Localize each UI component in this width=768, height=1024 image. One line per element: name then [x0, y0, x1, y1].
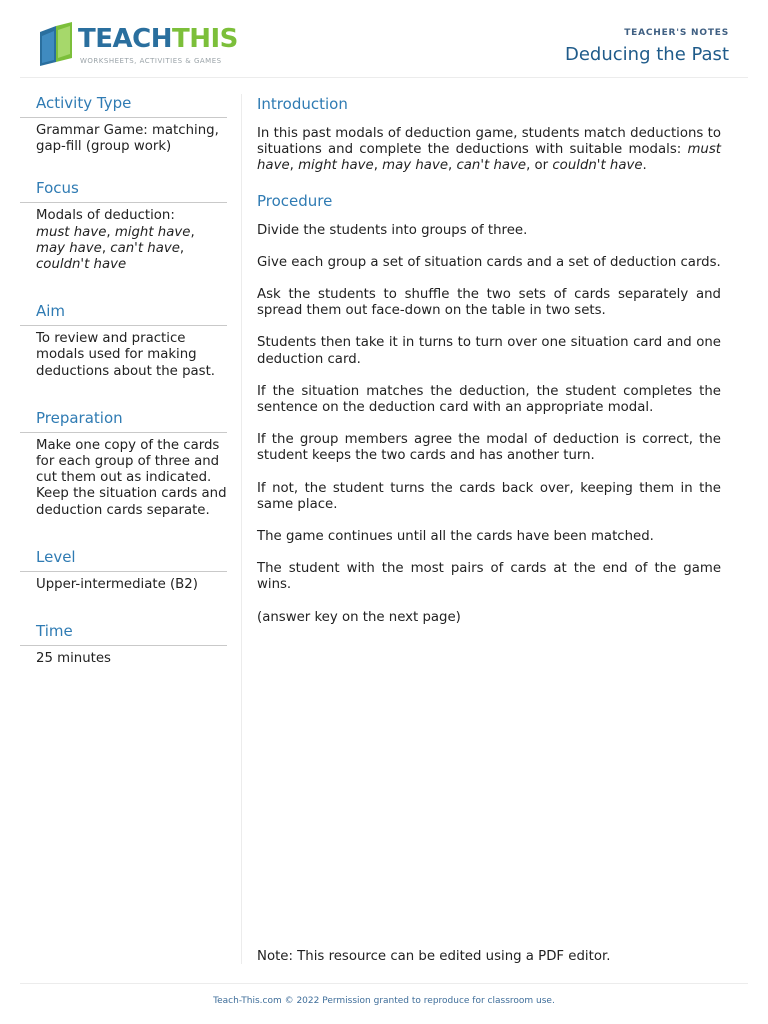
aim-section	[20, 302, 227, 380]
page-header	[0, 0, 768, 78]
header-divider	[20, 77, 748, 78]
book-logo-icon	[36, 22, 76, 68]
logo-wordmark: TEACHTHIS	[78, 24, 238, 54]
teachers-notes-label: TEACHER'S NOTES	[624, 28, 729, 38]
aim-heading: Aim	[20, 302, 227, 326]
pdf-editor-note: Note: This resource can be edited using a PDF editor.	[257, 949, 611, 964]
answer-key-note: (answer key on the next page)	[257, 609, 461, 625]
aim-text: To review and practice modals used for making deductions about the past.	[36, 331, 216, 379]
time-text: 25 minutes	[36, 651, 111, 667]
preparation-section	[20, 409, 227, 519]
procedure-heading: Procedure	[257, 191, 333, 210]
focus-text: Modals of deduction: must have, might have, may have, can't have, couldn't have	[36, 208, 195, 273]
introduction-heading: Introduction	[257, 95, 348, 113]
procedure-step: Ask the students to shuffle the two sets of cards separately and spread them out face-down on the table in two sets.	[257, 287, 721, 319]
introduction-text: In this past modals of deduction game, students match deductions to situations and complete the deductions with suitable modals: must have, might have, may have, can't have, or couldn't have.	[257, 126, 721, 174]
procedure-step: If not, the student turns the cards back over, keeping them in the same place.	[257, 480, 721, 512]
procedure-step: Divide the students into groups of three.	[257, 222, 528, 238]
time-heading: Time	[20, 622, 227, 646]
focus-heading: Focus	[20, 179, 227, 203]
sidebar	[20, 94, 227, 681]
procedure-step: If the situation matches the deduction, the student completes the sentence on the deduction card with an appropriate modal.	[257, 383, 721, 416]
copyright-footer: Teach-This.com © 2022 Permission granted to reproduce for classroom use.	[213, 996, 555, 1006]
procedure-step: If the group members agree the modal of deduction is correct, the student keeps the two cards and has another turn.	[257, 432, 721, 464]
document-title: Deducing the Past	[565, 44, 729, 65]
focus-section	[20, 179, 227, 273]
teach-this-logo	[36, 22, 236, 70]
activity-type-text: Grammar Game: matching, gap-fill (group work)	[36, 123, 219, 155]
column-divider	[241, 94, 242, 964]
main-content	[257, 94, 721, 642]
level-text: Upper-intermediate (B2)	[36, 576, 198, 592]
procedure-step: The student with the most pairs of cards at the end of the game wins.	[257, 561, 721, 593]
preparation-text: Make one copy of the cards for each group of three and cut them out as indicated. Keep the situation cards and deduction cards separate.	[36, 437, 227, 518]
preparation-heading: Preparation	[20, 409, 227, 433]
procedure-step: Give each group a set of situation cards and a set of deduction cards.	[257, 254, 721, 270]
level-heading: Level	[20, 548, 227, 572]
procedure-step: Students then take it in turns to turn over one situation card and one deduction card.	[257, 335, 721, 367]
level-section	[20, 548, 227, 593]
procedure-step: The game continues until all the cards have been matched.	[257, 529, 654, 545]
time-section	[20, 622, 227, 667]
activity-type-heading: Activity Type	[20, 94, 227, 118]
footer-divider	[20, 983, 748, 984]
activity-type-section	[20, 94, 227, 155]
logo-tagline: WORKSHEETS, ACTIVITIES & GAMES	[80, 57, 222, 65]
